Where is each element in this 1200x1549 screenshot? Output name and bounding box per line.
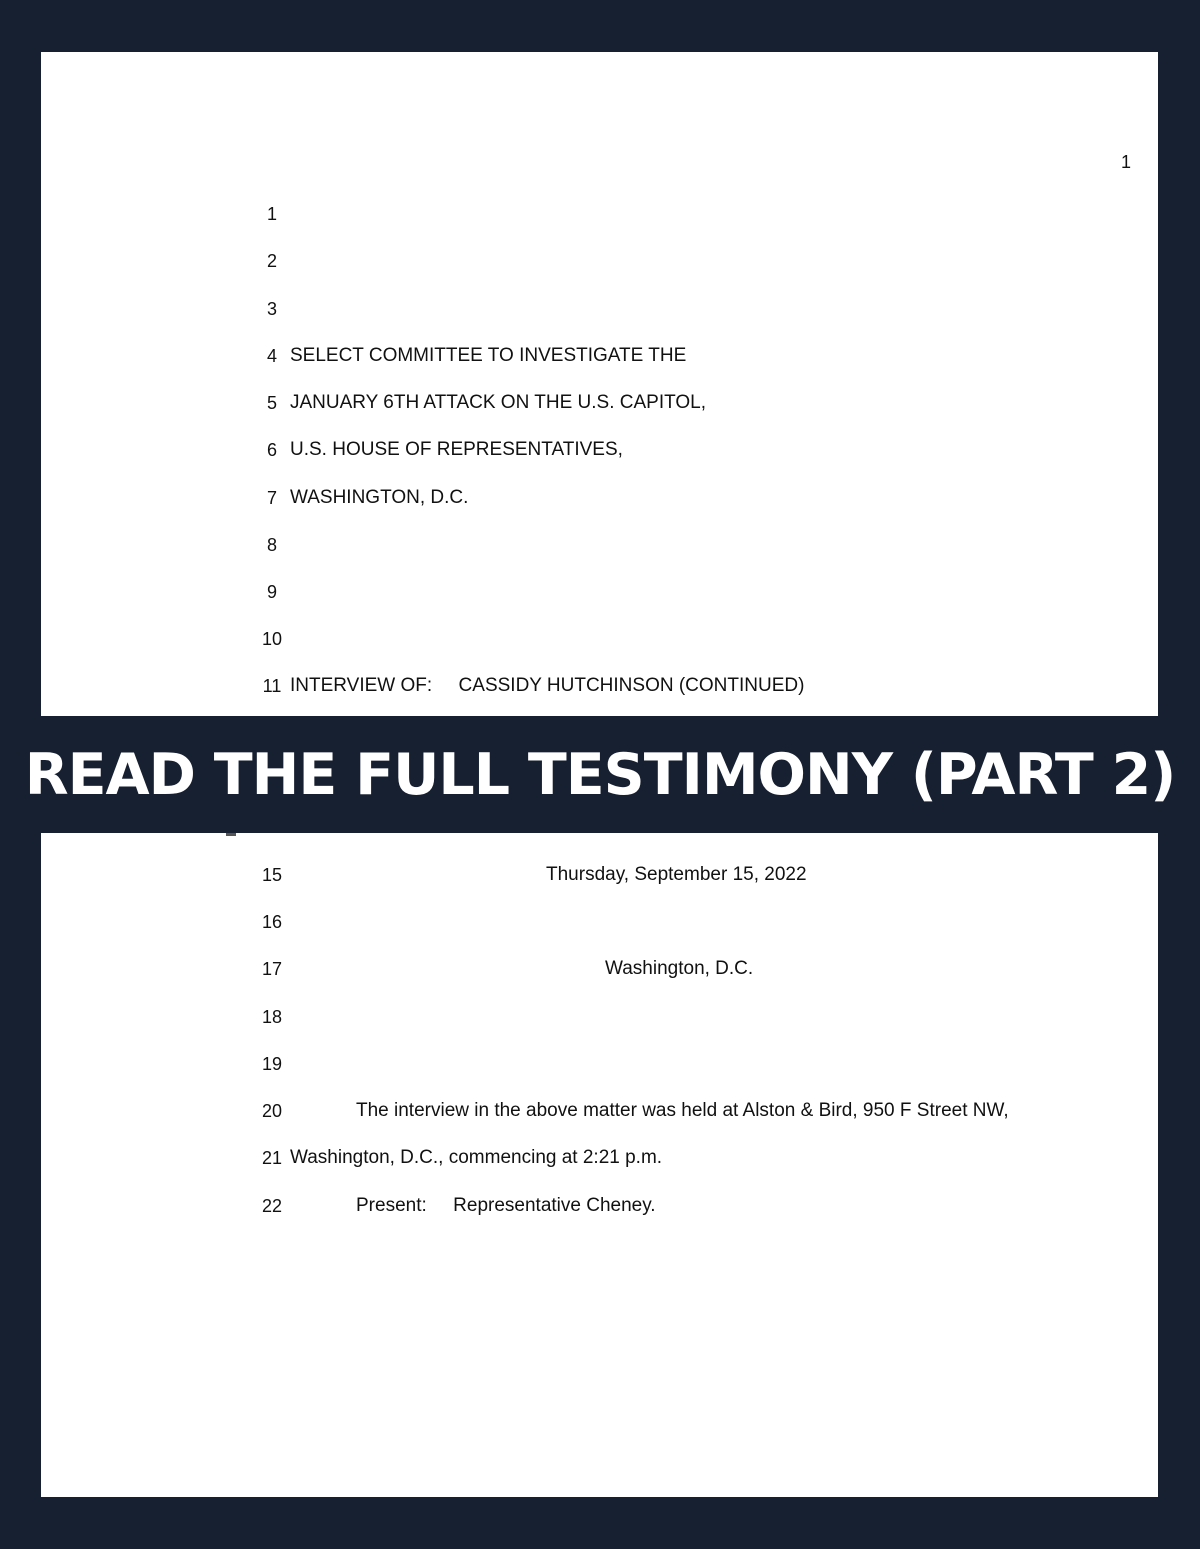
line-number: 18 [261,1007,283,1027]
cropped-line-number-fragment [226,833,236,836]
line-number: 22 [261,1196,283,1216]
interview-location: Washington, D.C. [605,958,754,979]
committee-line-1: SELECT COMMITTEE TO INVESTIGATE THE [290,345,687,366]
banner-title[interactable]: READ THE FULL TESTIMONY (PART 2) [24,741,1176,808]
page-number: 1 [1120,152,1131,172]
line-number: 7 [266,488,277,508]
line-number: 20 [261,1101,283,1121]
line-number: 3 [266,299,277,319]
committee-line-4: WASHINGTON, D.C. [290,487,469,508]
line-number: 6 [266,440,277,460]
line-number: 21 [261,1148,283,1168]
line-number: 8 [266,535,277,555]
present-line: Present: Representative Cheney. [356,1195,656,1216]
interview-venue-line: The interview in the above matter was held at Alston & Bird, 950 F Street NW, [356,1100,1009,1121]
commencement-line: Washington, D.C., commencing at 2:21 p.m. [290,1147,663,1168]
committee-line-2: JANUARY 6TH ATTACK ON THE U.S. CAPITOL, [290,392,706,413]
line-number: 5 [266,393,277,413]
line-number: 16 [261,912,283,932]
line-number: 19 [261,1054,283,1074]
line-number: 1 [266,204,277,224]
line-number: 15 [261,865,283,885]
line-number: 10 [261,629,283,649]
line-number: 9 [266,582,277,602]
line-number: 11 [262,676,282,696]
interview-date: Thursday, September 15, 2022 [546,864,807,885]
testimony-banner[interactable] [0,716,1200,833]
committee-line-3: U.S. HOUSE OF REPRESENTATIVES, [290,439,623,460]
line-number: 2 [266,251,277,271]
interview-of-line: INTERVIEW OF: CASSIDY HUTCHINSON (CONTINUED) [290,675,805,696]
line-number: 17 [261,959,283,979]
line-number: 4 [266,346,277,366]
